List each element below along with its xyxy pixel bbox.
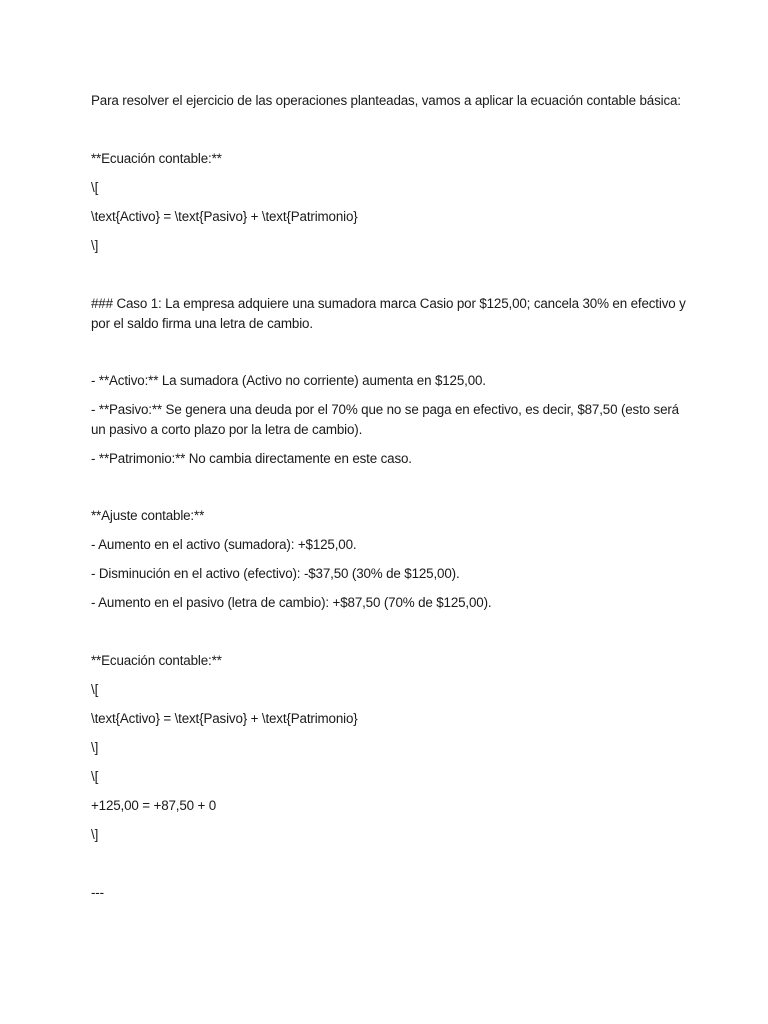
case-1-heading: ### Caso 1: La empresa adquiere una sumadora marca Casio por $125,00; cancela 30% en efectivo y por el saldo firma una letra de cambio. [91,296,686,331]
equation-formula: \text{Activo} = \text{Pasivo} + \text{Patrimonio} [91,711,358,726]
adjustment-item: - Aumento en el pasivo (letra de cambio): +$87,50 (70% de $125,00). [91,595,492,610]
equation-formula: \text{Activo} = \text{Pasivo} + \text{Patrimonio} [91,209,358,224]
equation-close-delimiter: \] [91,740,99,755]
effect-pasivo: - **Pasivo:** Se genera una deuda por el 70% que no se paga en efectivo, es decir, $87,50 (esto será un pasivo a corto plazo por la letra de cambio). [91,402,679,437]
equation-close-delimiter: \] [91,827,99,842]
adjustment-item: - Disminución en el activo (efectivo): -$37,50 (30% de $125,00). [91,566,460,581]
effect-patrimonio: - **Patrimonio:** No cambia directamente en este caso. [91,451,412,466]
adjustment-item: - Aumento en el activo (sumadora): +$125,00. [91,537,357,552]
section-separator: --- [91,885,104,900]
equation-close-delimiter: \] [91,238,99,253]
equation-open-delimiter: \[ [91,180,99,195]
numeric-equation: +125,00 = +87,50 + 0 [91,798,217,813]
equation-heading: **Ecuación contable:** [91,151,222,166]
adjustment-heading: **Ajuste contable:** [91,508,205,523]
intro-paragraph: Para resolver el ejercicio de las operaciones planteadas, vamos a aplicar la ecuación contable básica: [91,93,681,108]
equation-heading: **Ecuación contable:** [91,653,222,668]
equation-open-delimiter: \[ [91,769,99,784]
equation-open-delimiter: \[ [91,682,99,697]
effect-activo: - **Activo:** La sumadora (Activo no corriente) aumenta en $125,00. [91,373,486,388]
